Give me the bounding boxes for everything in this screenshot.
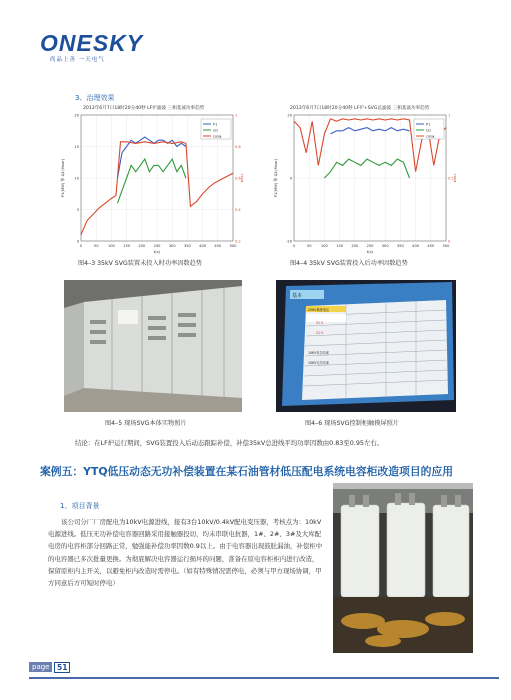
page-number: 51: [54, 662, 70, 673]
x-tick-label: 400: [412, 244, 420, 248]
x-tick-label: 500: [442, 244, 450, 248]
chart-before-svg: [55, 101, 245, 261]
project-background-title: 1、项目背景: [60, 502, 100, 510]
caption-fig5: 图4–5 现场SVG本体实物照片: [105, 420, 187, 427]
screen-row-3: 21.5: [316, 331, 324, 335]
x-tick-label: 250: [153, 244, 161, 248]
series-line-q1: [118, 159, 186, 203]
y-right-tick-label: 0.4: [235, 207, 241, 212]
x-tick-label: 250: [366, 244, 374, 248]
y-right-tick-label: 0.8: [235, 144, 241, 149]
legend-label: cosφ: [426, 134, 435, 139]
x-axis-label: t(s): [153, 249, 161, 254]
case-title: 案例五：YTQ低压动态无功补偿装置在某石油管材低压配电系统电容柜改造项目的应用: [40, 465, 454, 478]
x-tick-label: 100: [107, 244, 115, 248]
chart1-title: 2013年6月7日18时20分40秒 LF炉滤波 三相基波功率趋势: [83, 106, 205, 111]
x-tick-label: 0: [79, 244, 83, 248]
x-axis-label: t(s): [366, 249, 374, 254]
y-right-axis-label: cosφ: [453, 173, 458, 183]
photo-capacitors: [333, 483, 473, 653]
legend-label: P1: [426, 122, 431, 127]
screen-row-1: 20KV系统电压: [308, 308, 330, 312]
y-right-tick-label: 0.5: [448, 176, 454, 181]
project-background-body: [48, 516, 323, 589]
x-tick-label: 200: [138, 244, 146, 248]
x-tick-label: 50: [93, 244, 99, 248]
y-right-tick-label: 0.6: [235, 176, 241, 181]
y-right-tick-label: 1: [448, 113, 451, 118]
logo-tagline: 尚晶上善 一天电气: [50, 57, 105, 63]
legend-label: cosφ: [213, 134, 222, 139]
y-tick-label: 20: [287, 113, 292, 118]
x-tick-label: 50: [306, 244, 312, 248]
legend-label: Q1: [213, 128, 219, 133]
y-axis-label: P1(MW) 和 Q1(Mvar): [273, 158, 278, 198]
x-tick-label: 150: [123, 244, 131, 248]
x-tick-label: 350: [396, 244, 404, 248]
footer-rule: [29, 677, 499, 679]
x-tick-label: 450: [214, 244, 222, 248]
photo-svg-cabinets: [64, 280, 242, 412]
x-tick-label: 150: [336, 244, 344, 248]
y-tick-label: 20: [74, 113, 79, 118]
y-tick-label: 15: [74, 144, 79, 149]
conclusion-text: 结论：在LF炉运行期间，SVG装置投入后动态跟踪补偿，补偿35kV总进线平均功率因数由0.83至0.95左右。: [75, 439, 384, 447]
chart2-title: 2013年6月7日18时20分40秒 LF炉+SVG总滤波 三相基波功率趋势: [290, 106, 430, 111]
y-axis-label: P1(MW) 和 Q1(Mvar): [60, 158, 65, 198]
x-tick-label: 450: [427, 244, 435, 248]
y-tick-label: 10: [74, 176, 79, 181]
y-right-tick-label: 0.2: [235, 239, 241, 244]
x-tick-label: 200: [351, 244, 359, 248]
y-tick-label: 0: [289, 176, 292, 181]
x-tick-label: 100: [320, 244, 328, 248]
photo-touch-screen: [276, 280, 456, 412]
screen-header: 基本: [292, 293, 303, 299]
y-tick-label: -20: [286, 239, 292, 244]
x-tick-label: 300: [168, 244, 176, 248]
screen-row-4: 10KV有功功率: [308, 351, 330, 355]
chart-after-svg: [268, 101, 458, 261]
series-line-q1: [324, 159, 409, 178]
y-tick-label: 5: [76, 207, 79, 212]
x-tick-label: 350: [183, 244, 191, 248]
caption-fig6: 图4–6 现场SVG控制柜触摸屏照片: [305, 420, 399, 427]
caption-fig4: 图4–4 35kV SVG装置投入后功率因数趋势: [290, 260, 408, 267]
page-label: page: [29, 662, 52, 672]
y-right-tick-label: 1: [235, 113, 238, 118]
x-tick-label: 400: [199, 244, 207, 248]
section-title-effect: 3、治理效果: [75, 94, 115, 102]
legend-label: Q1: [426, 128, 432, 133]
caption-fig3: 图4–3 35kV SVG装置未投入时功率因数趋势: [78, 260, 202, 267]
legend-label: P1: [213, 122, 218, 127]
screen-row-5: 10KV无功功率: [308, 361, 330, 365]
x-tick-label: 500: [229, 244, 237, 248]
x-tick-label: 300: [381, 244, 389, 248]
y-right-axis-label: cosφ: [240, 173, 245, 183]
onesky-logo: ONESKY: [40, 30, 144, 56]
y-right-tick-label: 0: [448, 239, 451, 244]
y-tick-label: 0: [76, 239, 79, 244]
body-paragraph: 该公司分厂厂房配电为10kV电源进线，接有3台10kV/0.4kV配电变压器，考核点为：10kV电源进线。低压无功补偿电容器回路采用接触器投切，均未串联电抗器，1#、2#、3#及大库配电房的电容柜部分回路正常，勉强能补偿功率因数0.9以上。由于电容器出现鼓肚漏油，补偿柜中的电容器已多次批量更换。为彻底解决电容器运行损坏的问题，准备在原电容柜柜内进行改造，保留原柜内主开关，以避免柜内改造时需停电。（如有特殊情况需停电，必须与甲方现场协调，甲方同意后方可短时停电）: [48, 518, 323, 588]
screen-row-2: 31.5: [316, 321, 324, 325]
x-tick-label: 0: [292, 244, 296, 248]
